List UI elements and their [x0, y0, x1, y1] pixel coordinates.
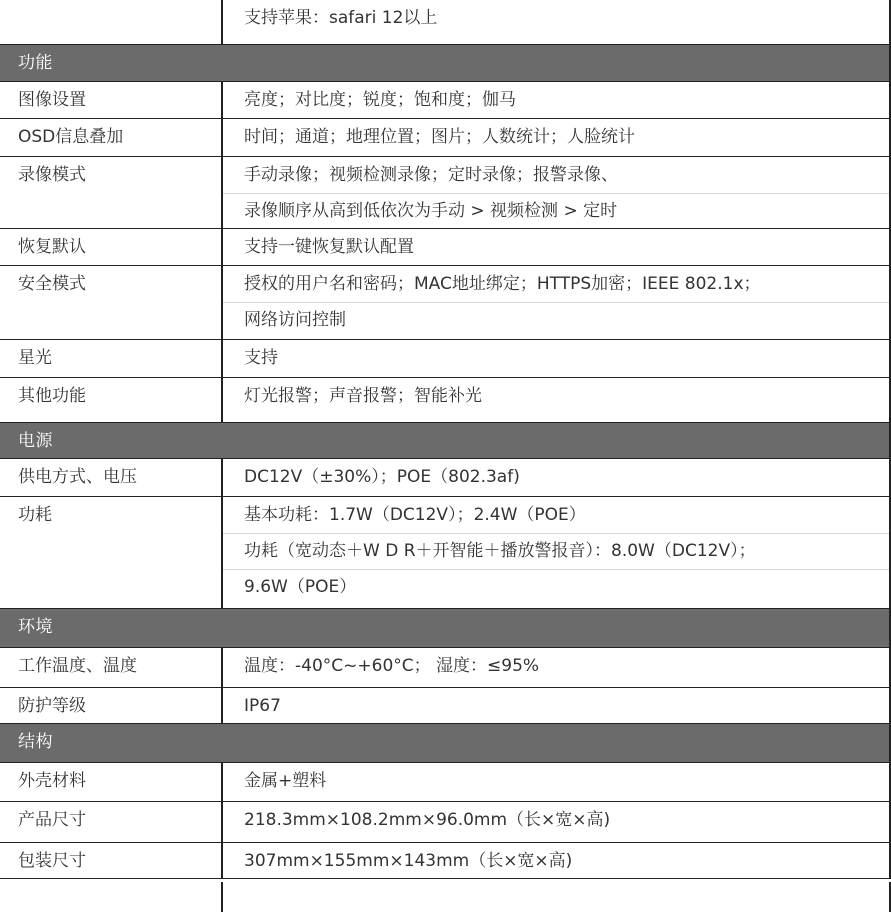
line-separator [223, 302, 891, 303]
spec-value-line: 温度：-40°C~+60°C； 湿度：≤95% [244, 656, 540, 676]
spec-label: 产品尺寸 [18, 810, 86, 830]
spec-value [244, 273, 879, 345]
spec-value-line: 时间；通道；地理位置；图片；人数统计；人脸统计 [244, 127, 635, 147]
spec-row [0, 802, 891, 843]
spec-value-line: 金属+塑料 [244, 771, 327, 791]
column-divider [221, 340, 223, 377]
column-divider [221, 688, 223, 723]
line-separator [223, 533, 891, 534]
spec-value-line: 支持一键恢复默认配置 [244, 237, 414, 257]
spec-row-cutoff [0, 882, 891, 912]
spec-row [0, 648, 891, 688]
spec-value [244, 809, 879, 845]
spec-label: 其他功能 [18, 386, 86, 406]
spec-value-line: 功耗（宽动态＋W D R＋开智能＋播放警报音）：8.0W（DC12V）； [244, 541, 756, 561]
column-divider [221, 82, 223, 118]
column-divider [221, 459, 223, 496]
spec-row [0, 229, 891, 266]
spec-row [0, 157, 891, 229]
spec-row [0, 688, 891, 724]
column-divider [221, 763, 223, 801]
spec-label: 功耗 [18, 505, 52, 525]
line-separator [223, 193, 891, 194]
spec-value-line: 授权的用户名和密码；MAC地址绑定；HTTPS加密；IEEE 802.1x； [244, 274, 761, 294]
section-title: 电源 [18, 431, 53, 451]
spec-row [0, 0, 891, 45]
column-divider [221, 802, 223, 842]
spec-label: 供电方式、电压 [18, 467, 137, 487]
spec-value-line: 307mm×155mm×143mm（长×宽×高) [244, 851, 573, 871]
spec-value-line: 9.6W（POE） [244, 577, 357, 597]
spec-value [244, 850, 879, 886]
spec-row [0, 378, 891, 423]
spec-value [244, 385, 879, 421]
spec-label: OSD信息叠加 [18, 127, 124, 147]
column-divider [221, 843, 223, 878]
spec-value-line: 灯光报警；声音报警；智能补光 [244, 386, 482, 406]
column-divider [221, 497, 223, 608]
section-header [0, 45, 891, 82]
spec-label: 包装尺寸 [18, 851, 86, 871]
section-title: 结构 [18, 732, 53, 752]
spec-value-line: 亮度；对比度；锐度；饱和度；伽马 [244, 90, 516, 110]
spec-value-line: 录像顺序从高到低依次为手动 > 视频检测 > 定时 [244, 201, 618, 221]
spec-value-line: 支持 [244, 348, 278, 368]
section-title: 功能 [18, 53, 53, 73]
spec-label: 外壳材料 [18, 771, 86, 791]
spec-label: 恢复默认 [18, 237, 86, 257]
column-divider [221, 0, 223, 44]
column-divider [221, 229, 223, 265]
spec-value [244, 7, 879, 43]
line-separator [223, 569, 891, 570]
column-divider [221, 648, 223, 687]
spec-label: 防护等级 [18, 696, 86, 716]
spec-value-line: DC12V（±30%）；POE（802.3af) [244, 467, 520, 487]
spec-row [0, 497, 891, 609]
section-header [0, 423, 891, 459]
spec-value [244, 164, 879, 236]
spec-value-line: IP67 [244, 696, 281, 716]
spec-row [0, 266, 891, 340]
spec-label: 图像设置 [18, 90, 86, 110]
spec-value [244, 655, 879, 691]
column-divider [221, 882, 223, 912]
section-header [0, 724, 891, 763]
spec-row [0, 843, 891, 879]
spec-row [0, 119, 891, 157]
spec-label: 录像模式 [18, 165, 86, 185]
spec-row [0, 459, 891, 497]
spec-value [244, 504, 879, 612]
spec-value-line: 218.3mm×108.2mm×96.0mm（长×宽×高) [244, 810, 611, 830]
spec-value-line: 支持苹果：safari 12以上 [244, 8, 438, 28]
spec-row [0, 82, 891, 119]
spec-value-line: 网络访问控制 [244, 310, 346, 330]
spec-value-line: 基本功耗：1.7W（DC12V）；2.4W（POE） [244, 505, 586, 525]
spec-row [0, 340, 891, 378]
spec-value-line: 手动录像；视频检测录像；定时录像；报警录像、 [244, 165, 618, 185]
spec-label: 星光 [18, 348, 52, 368]
column-divider [221, 378, 223, 422]
section-header [0, 609, 891, 648]
column-divider [221, 119, 223, 156]
spec-label: 工作温度、温度 [18, 656, 137, 676]
spec-value [244, 770, 879, 806]
spec-label: 安全模式 [18, 274, 86, 294]
section-title: 环境 [18, 617, 53, 637]
spec-row [0, 763, 891, 802]
